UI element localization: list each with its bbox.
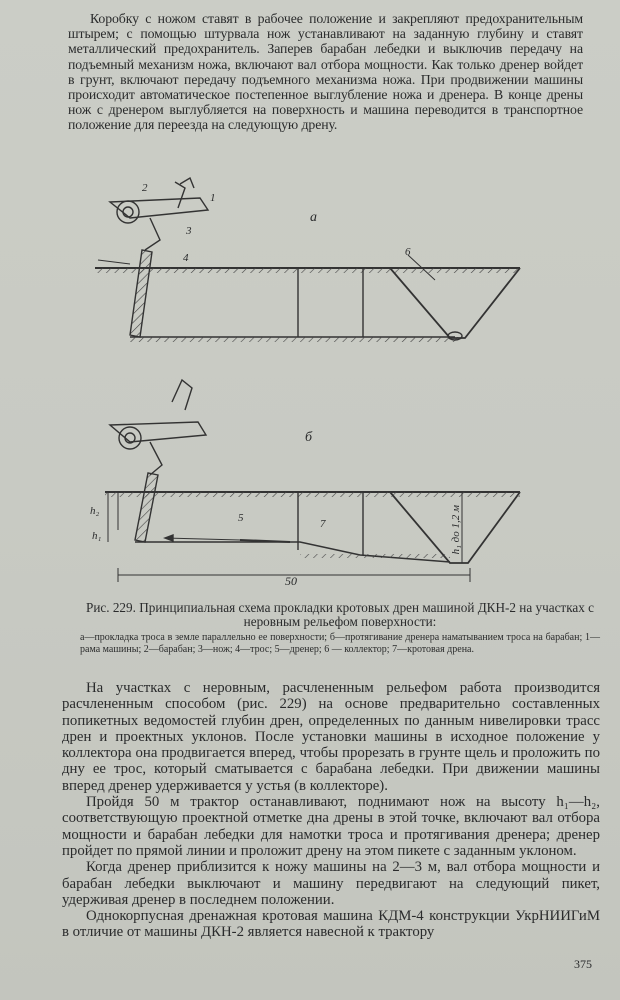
drain-scheme-drawing	[90, 170, 540, 600]
page-number: 375	[574, 957, 592, 971]
figure-229	[90, 170, 540, 600]
paragraph-2: Пройдя 50 м трактор останавливают, поднимают нож на высоту h₁—h₂, соответствующую проектной отметке дна дрены в этой точке, включают вал отбора мощности и барабан лебедки для намотки троса и протягивания дренера; дренер пройдет по прямой линии и проложит дрену на этом пикете с заданным уклоном.	[62, 794, 600, 859]
callout-7: 7	[320, 518, 326, 530]
paragraph-4: Однокорпусная дренажная кротовая машина КДМ-4 конструкции УкрНИИГиМ в отличие от машины ДКН-2 является навесной к трактору	[62, 908, 600, 941]
top-paragraph	[68, 11, 583, 133]
figure-legend: а—прокладка троса в земле параллельно ее поверхности; б—протягивание дренера наматыванием троса на барабан; 1—рама машины; 2—барабан; 3—нож; 4—трос; 5—дренер; 6 — коллектор; 7—кротовая дрена.	[80, 632, 600, 655]
callout-3: 3	[186, 225, 192, 237]
dimension-50: 50	[285, 574, 297, 588]
callout-5: 5	[238, 512, 244, 524]
top-paragraph-text: Коробку с ножом ставят в рабочее положение и закрепляют предохранительным штырем; с помощью штурвала нож устанавливают на заданную глубину и ставят металлический предохранитель. Заперев барабан лебедки и выключив передачу на подъемный механизм ножа, включают вал отбора мощности. Как только дренер войдет в грунт, включают передачу подъемного механизма ножа. При продвижении машины происходит автоматическое постепенное выглубление ножа и дренера. В конце дрены нож с дренером выглубляется на поверхность и машина переводится в транспортное положение для переезда на следующую дрену.	[68, 11, 583, 133]
callout-4: 4	[183, 252, 189, 264]
callout-2: 2	[142, 182, 148, 194]
paragraph-1: На участках с неровным, расчлененным рельефом работа производится расчлененным способом (рис. 229) на основе предварительно составленных попикетных ведомостей глубин дрен, определенных по данным нивелировки трасс дрен и проектных уклонов. После установки машины в исходное положение у коллектора она продвигается вперед, чтобы прорезать в грунте щель и проложить по дну ее трос, который сматывается с барабана лебедки. При движении машины вперед дренер удерживается у устья (в коллекторе).	[62, 680, 600, 794]
figure-caption: Рис. 229. Принципиальная схема прокладки кротовых дрен машиной ДКН-2 на участках с неровным рельефом поверхности:	[86, 600, 594, 630]
dimension-h1-right: h₁ до 1,2 м	[450, 505, 462, 555]
figure-label-a: а	[310, 210, 317, 225]
callout-1: 1	[210, 192, 216, 204]
dimension-h1: h₁	[92, 530, 102, 542]
figure-label-b: б	[305, 430, 313, 445]
paragraph-3: Когда дренер приблизится к ножу машины на 2—3 м, вал отбора мощности и барабан лебедки выключают и машину передвигают на следующий пикет, удерживая дренер в последнем положении.	[62, 859, 600, 908]
diagram-a	[95, 178, 520, 342]
main-text	[62, 680, 600, 941]
callout-6: 6	[405, 246, 411, 258]
dimension-h2: h₂	[90, 505, 100, 517]
